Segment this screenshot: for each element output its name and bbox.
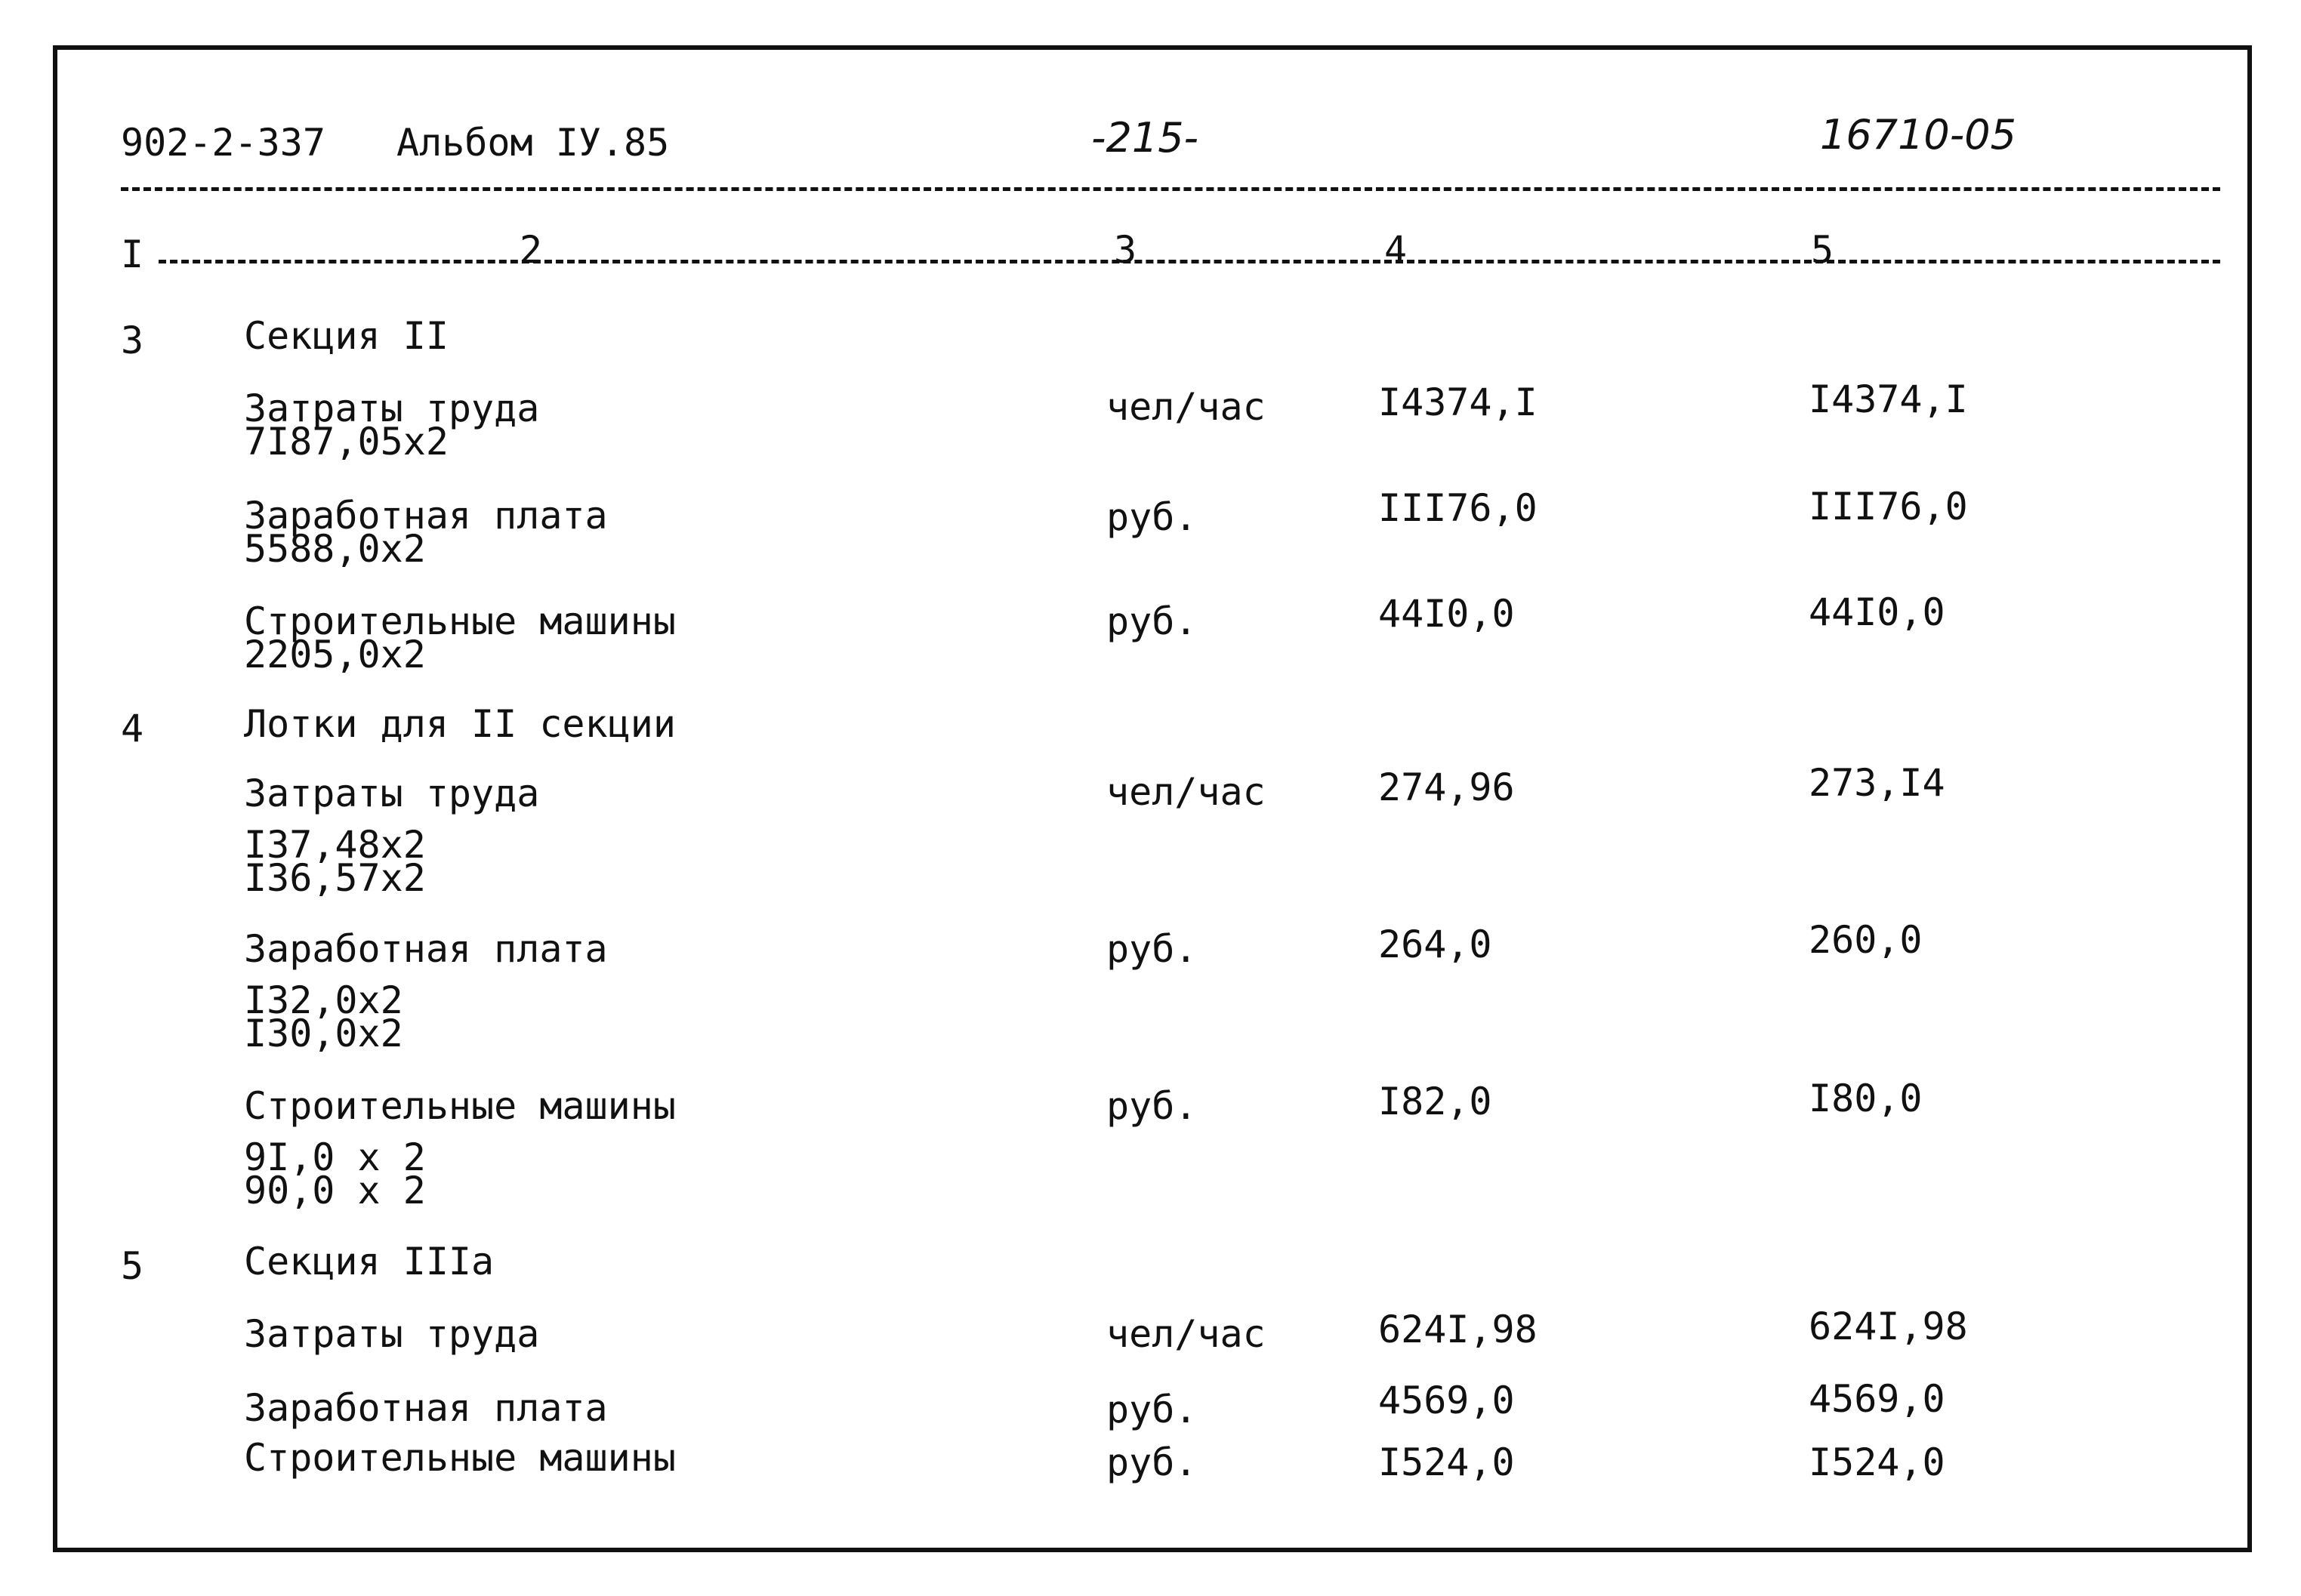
row-value-col5: 44I0,0 [1809,590,1945,634]
section-number: 4 [121,707,144,750]
section-number: 3 [121,319,144,362]
row-value-col5: 260,0 [1809,918,1923,962]
row-unit: чел/час [1106,385,1266,429]
row-label: Затраты труда [244,1312,540,1356]
page-number: -215- [1091,114,1199,162]
section-title: Секция II [244,314,449,358]
row-value-col4: 44I0,0 [1378,592,1515,636]
row-unit: руб. [1106,599,1198,643]
col-header-2: 2 [520,228,543,272]
section-number: 5 [121,1244,144,1288]
row-value-col4: 274,96 [1378,766,1515,809]
row-calc: 5588,0x2 [244,527,426,571]
row-calc: I36,57x2 [244,856,426,900]
row-calc: 2205,0x2 [244,633,426,676]
row-label: Заработная плата [244,1386,608,1430]
col-header-3: 3 [1114,228,1137,272]
row-value-col4: I82,0 [1378,1080,1492,1123]
column-divider [159,260,2220,263]
row-calc: I30,0x2 [244,1012,403,1055]
row-value-col5: I524,0 [1809,1440,1945,1484]
row-label: Затраты труда [244,772,540,815]
row-unit: чел/час [1106,1312,1266,1356]
col-header-4: 4 [1384,228,1408,272]
row-unit: руб. [1106,495,1198,539]
row-label: Заработная плата [244,494,608,538]
row-label: Строительные машины [244,1436,676,1480]
row-value-col5: 624I,98 [1809,1305,1968,1348]
section-title: Лотки для II секции [244,702,676,746]
row-calc: I32,0x2 [244,978,403,1022]
row-label: Заработная плата [244,927,608,971]
document-code: 902-2-337 [121,121,325,165]
row-label: Строительные машины [244,599,676,643]
row-label: Затраты труда [244,387,540,430]
row-unit: руб. [1106,927,1198,971]
section-title: Секция IIIа [244,1240,495,1283]
row-value-col5: I4374,I [1809,377,1968,421]
row-value-col4: III76,0 [1378,486,1538,530]
col-header-1: I [121,233,144,276]
album-label: Альбом IУ.85 [396,121,670,165]
row-value-col4: 264,0 [1378,923,1492,966]
row-value-col5: 4569,0 [1809,1377,1945,1421]
row-value-col5: I80,0 [1809,1077,1923,1120]
row-value-col4: I4374,I [1378,381,1538,424]
row-unit: чел/час [1106,770,1266,814]
header-divider [121,187,2220,191]
row-calc: 9I,0 x 2 [244,1135,426,1179]
row-value-col4: I524,0 [1378,1440,1515,1484]
row-calc: 7I87,05x2 [244,420,449,464]
row-unit: руб. [1106,1440,1198,1484]
row-label: Строительные машины [244,1084,676,1128]
row-value-col5: 273,I4 [1809,761,1945,805]
row-calc: I37,48x2 [244,823,426,867]
row-unit: руб. [1106,1388,1198,1431]
col-header-5: 5 [1811,228,1834,272]
row-value-col4: 624I,98 [1378,1308,1538,1351]
row-value-col4: 4569,0 [1378,1379,1515,1422]
doc-number: 16710-05 [1820,111,2016,159]
row-calc: 90,0 x 2 [244,1169,426,1212]
row-value-col5: III76,0 [1809,485,1968,528]
row-unit: руб. [1106,1084,1198,1128]
